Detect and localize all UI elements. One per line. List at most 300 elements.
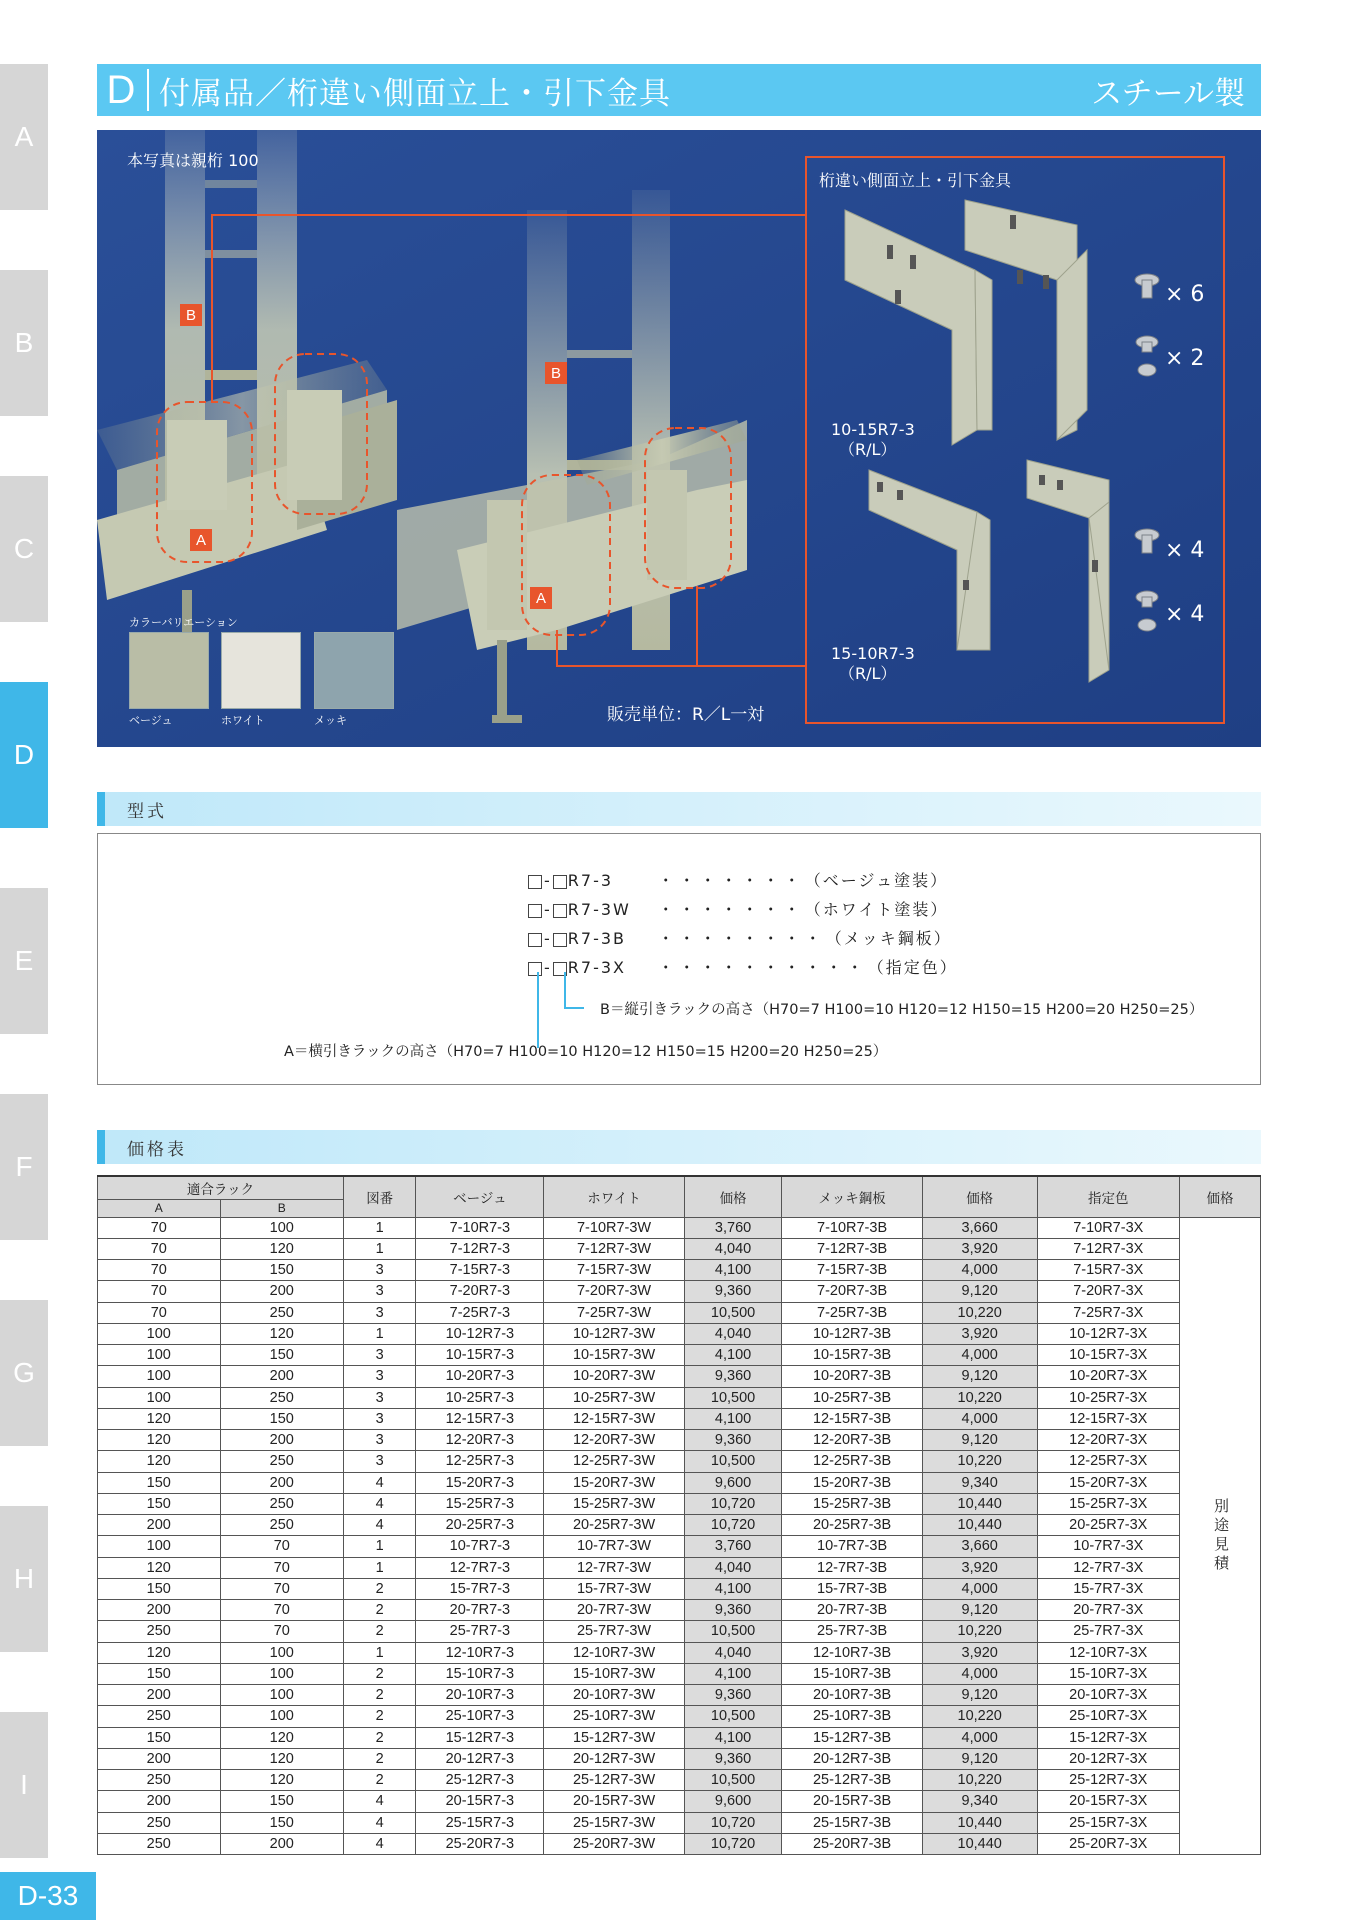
placeholder-box-a — [528, 962, 542, 976]
table-row — [98, 1472, 1261, 1493]
cell-custom-code: 7-12R7-3X — [1037, 1238, 1179, 1259]
model-dash: - — [544, 900, 552, 919]
placeholder-box-a — [528, 875, 542, 889]
side-tab-i[interactable]: I — [0, 1712, 48, 1858]
cell-mekki-code: 12-15R7-3B — [782, 1408, 922, 1429]
cell-rack-a: 150 — [98, 1578, 221, 1599]
cell-fig-no: 3 — [344, 1408, 416, 1429]
cell-rack-b: 250 — [220, 1387, 343, 1408]
cell-mekki-code: 10-20R7-3B — [782, 1366, 922, 1387]
cell-rack-b: 150 — [220, 1408, 343, 1429]
swatch-label: ベージュ — [129, 714, 173, 727]
table-row — [98, 1323, 1261, 1344]
cell-price: 10,720 — [684, 1515, 782, 1536]
cell-rack-a: 100 — [98, 1536, 221, 1557]
sales-unit: 販売単位：R／L一対 — [607, 705, 765, 725]
placeholder-box-a — [528, 933, 542, 947]
cell-fig-no: 1 — [344, 1642, 416, 1663]
cell-beige-code: 7-10R7-3 — [416, 1217, 544, 1238]
cell-white-code: 20-12R7-3W — [544, 1748, 684, 1769]
model-section-bar — [97, 792, 1261, 826]
leader-dots: ・・・・・・・・ — [657, 929, 826, 948]
cell-beige-code: 10-15R7-3 — [416, 1345, 544, 1366]
cell-price: 4,040 — [684, 1642, 782, 1663]
model-dash: - — [544, 929, 552, 948]
table-row — [98, 1387, 1261, 1408]
cell-rack-a: 250 — [98, 1812, 221, 1833]
part1-rl: （R/L） — [839, 440, 897, 459]
cell-rack-b: 120 — [220, 1770, 343, 1791]
cell-rack-b: 150 — [220, 1812, 343, 1833]
cell-beige-code: 15-12R7-3 — [416, 1727, 544, 1748]
cell-mekki-code: 7-12R7-3B — [782, 1238, 922, 1259]
cell-mekki-code: 7-25R7-3B — [782, 1302, 922, 1323]
cell-price: 10,500 — [684, 1387, 782, 1408]
cell-rack-b: 100 — [220, 1706, 343, 1727]
cell-white-code: 10-20R7-3W — [544, 1366, 684, 1387]
cell-price: 4,040 — [684, 1557, 782, 1578]
cell-price: 4,100 — [684, 1260, 782, 1281]
cell-price: 3,760 — [684, 1217, 782, 1238]
cell-custom-code: 10-20R7-3X — [1037, 1366, 1179, 1387]
table-row — [98, 1812, 1261, 1833]
table-row — [98, 1366, 1261, 1387]
cell-white-code: 10-12R7-3W — [544, 1323, 684, 1344]
cell-mekki-price: 10,220 — [922, 1387, 1037, 1408]
cell-beige-code: 20-15R7-3 — [416, 1791, 544, 1812]
cell-custom-code: 20-12R7-3X — [1037, 1748, 1179, 1769]
cell-fig-no: 3 — [344, 1366, 416, 1387]
cell-rack-b: 100 — [220, 1663, 343, 1684]
cell-mekki-code: 12-25R7-3B — [782, 1451, 922, 1472]
cell-rack-a: 200 — [98, 1685, 221, 1706]
model-desc: （指定色） — [867, 958, 958, 977]
leader-dots: ・・・・・・・ — [657, 871, 805, 890]
cell-price: 9,360 — [684, 1366, 782, 1387]
cell-price: 4,100 — [684, 1727, 782, 1748]
section-header — [97, 64, 1261, 116]
cell-rack-b: 200 — [220, 1281, 343, 1302]
swatch-1 — [221, 632, 301, 709]
cell-rack-a: 150 — [98, 1663, 221, 1684]
cell-mekki-code: 10-7R7-3B — [782, 1536, 922, 1557]
cell-white-code: 25-20R7-3W — [544, 1833, 684, 1854]
cell-price: 9,360 — [684, 1430, 782, 1451]
cell-custom-code: 12-20R7-3X — [1037, 1430, 1179, 1451]
cell-beige-code: 10-12R7-3 — [416, 1323, 544, 1344]
cell-mekki-price: 10,220 — [922, 1302, 1037, 1323]
cell-rack-a: 70 — [98, 1302, 221, 1323]
page-title: 付属品／桁違い側面立上・引下金具 — [159, 75, 671, 112]
inset-title: 桁違い側面立上・引下金具 — [819, 171, 1012, 190]
cell-price: 10,500 — [684, 1621, 782, 1642]
explain-b: B＝縦引きラックの高さ（H70=7 H100=10 H120=12 H150=15 H200=20 H250=25） — [600, 1002, 1204, 1018]
cell-custom-code: 15-10R7-3X — [1037, 1663, 1179, 1684]
cell-rack-b: 120 — [220, 1748, 343, 1769]
cell-white-code: 12-20R7-3W — [544, 1430, 684, 1451]
cell-mekki-price: 4,000 — [922, 1727, 1037, 1748]
cell-rack-b: 250 — [220, 1515, 343, 1536]
bolt-qty-3: × 4 — [1165, 538, 1205, 563]
connector-b-vertical — [564, 972, 566, 1008]
cell-beige-code: 20-12R7-3 — [416, 1748, 544, 1769]
cell-rack-b: 120 — [220, 1323, 343, 1344]
cell-mekki-price: 9,120 — [922, 1600, 1037, 1621]
cell-rack-a: 120 — [98, 1642, 221, 1663]
cell-mekki-price: 9,120 — [922, 1685, 1037, 1706]
header-price: 価格 — [684, 1176, 782, 1217]
cell-beige-code: 25-10R7-3 — [416, 1706, 544, 1727]
table-row — [98, 1685, 1261, 1706]
cell-mekki-price: 10,440 — [922, 1812, 1037, 1833]
cell-fig-no: 3 — [344, 1387, 416, 1408]
cell-mekki-code: 7-20R7-3B — [782, 1281, 922, 1302]
cell-custom-code: 12-7R7-3X — [1037, 1557, 1179, 1578]
side-tab-e[interactable]: E — [0, 888, 48, 1034]
color-variation-label: カラーバリエーション — [129, 616, 238, 629]
side-tab-c[interactable]: C — [0, 476, 48, 622]
cell-price: 4,100 — [684, 1578, 782, 1599]
model-line — [528, 897, 948, 920]
custom-price-note: 別途見積 — [1179, 1217, 1260, 1855]
table-row — [98, 1260, 1261, 1281]
cell-mekki-price: 4,000 — [922, 1260, 1037, 1281]
cell-custom-code: 25-7R7-3X — [1037, 1621, 1179, 1642]
cell-fig-no: 4 — [344, 1472, 416, 1493]
model-code: R7-3X — [567, 958, 626, 977]
cell-mekki-code: 15-7R7-3B — [782, 1578, 922, 1599]
cell-mekki-code: 12-7R7-3B — [782, 1557, 922, 1578]
part1-code: 10-15R7-3 — [831, 420, 915, 439]
cell-mekki-code: 25-20R7-3B — [782, 1833, 922, 1854]
cell-fig-no: 4 — [344, 1791, 416, 1812]
cell-white-code: 7-15R7-3W — [544, 1260, 684, 1281]
cell-custom-code: 20-25R7-3X — [1037, 1515, 1179, 1536]
side-tab-b[interactable]: B — [0, 270, 48, 416]
cell-beige-code: 15-10R7-3 — [416, 1663, 544, 1684]
table-row — [98, 1727, 1261, 1748]
model-line — [528, 868, 948, 891]
cell-price: 10,720 — [684, 1493, 782, 1514]
cell-rack-a: 70 — [98, 1238, 221, 1259]
cell-custom-code: 10-15R7-3X — [1037, 1345, 1179, 1366]
cell-mekki-code: 25-15R7-3B — [782, 1812, 922, 1833]
cell-custom-code: 25-12R7-3X — [1037, 1770, 1179, 1791]
cell-white-code: 15-25R7-3W — [544, 1493, 684, 1514]
cell-fig-no: 3 — [344, 1345, 416, 1366]
cell-beige-code: 10-20R7-3 — [416, 1366, 544, 1387]
cell-rack-a: 100 — [98, 1323, 221, 1344]
table-row — [98, 1493, 1261, 1514]
model-desc: （ホワイト塗装） — [804, 900, 949, 919]
cell-custom-code: 12-25R7-3X — [1037, 1451, 1179, 1472]
cell-beige-code: 12-7R7-3 — [416, 1557, 544, 1578]
table-row — [98, 1217, 1261, 1238]
part2-code: 15-10R7-3 — [831, 644, 915, 663]
cell-rack-b: 250 — [220, 1302, 343, 1323]
model-dash: - — [544, 958, 552, 977]
cell-white-code: 20-10R7-3W — [544, 1685, 684, 1706]
cell-white-code: 12-7R7-3W — [544, 1557, 684, 1578]
cell-mekki-price: 10,220 — [922, 1770, 1037, 1791]
cell-rack-a: 200 — [98, 1791, 221, 1812]
header-price-custom: 価格 — [1179, 1176, 1260, 1217]
table-row — [98, 1430, 1261, 1451]
cell-beige-code: 12-15R7-3 — [416, 1408, 544, 1429]
header-rack: 適合ラック — [98, 1176, 344, 1199]
cell-rack-b: 200 — [220, 1472, 343, 1493]
cell-white-code: 12-10R7-3W — [544, 1642, 684, 1663]
price-section-bar — [97, 1130, 1261, 1164]
swatch-2 — [314, 632, 394, 709]
cell-white-code: 20-25R7-3W — [544, 1515, 684, 1536]
placeholder-box-b — [553, 904, 567, 918]
cell-mekki-code: 15-12R7-3B — [782, 1727, 922, 1748]
cell-rack-b: 250 — [220, 1451, 343, 1472]
cell-custom-code: 20-10R7-3X — [1037, 1685, 1179, 1706]
cell-white-code: 15-20R7-3W — [544, 1472, 684, 1493]
table-row — [98, 1302, 1261, 1323]
table-row — [98, 1515, 1261, 1536]
side-tab-a[interactable]: A — [0, 64, 48, 210]
cell-mekki-price: 9,120 — [922, 1748, 1037, 1769]
cell-white-code: 7-10R7-3W — [544, 1217, 684, 1238]
cell-mekki-code: 10-15R7-3B — [782, 1345, 922, 1366]
cell-white-code: 10-15R7-3W — [544, 1345, 684, 1366]
cell-fig-no: 1 — [344, 1557, 416, 1578]
model-section-title: 型式 — [127, 801, 167, 822]
cell-mekki-price: 3,920 — [922, 1323, 1037, 1344]
model-desc: （メッキ鋼板） — [825, 929, 952, 948]
cell-mekki-price: 10,220 — [922, 1451, 1037, 1472]
model-dash: - — [544, 871, 552, 890]
cell-beige-code: 10-7R7-3 — [416, 1536, 544, 1557]
cell-beige-code: 15-20R7-3 — [416, 1472, 544, 1493]
cell-fig-no: 2 — [344, 1685, 416, 1706]
cell-rack-b: 150 — [220, 1791, 343, 1812]
swatch-0 — [129, 632, 209, 709]
leader-dots: ・・・・・・・・・・ — [657, 958, 868, 977]
cell-custom-code: 10-25R7-3X — [1037, 1387, 1179, 1408]
table-row — [98, 1238, 1261, 1259]
cell-beige-code: 12-10R7-3 — [416, 1642, 544, 1663]
cell-custom-code: 10-7R7-3X — [1037, 1536, 1179, 1557]
cell-fig-no: 2 — [344, 1663, 416, 1684]
cell-custom-code: 7-20R7-3X — [1037, 1281, 1179, 1302]
cell-white-code: 25-7R7-3W — [544, 1621, 684, 1642]
header-white: ホワイト — [544, 1176, 684, 1217]
cell-rack-a: 100 — [98, 1345, 221, 1366]
product-photo — [97, 130, 1261, 747]
cell-fig-no: 1 — [344, 1238, 416, 1259]
cell-mekki-price: 10,440 — [922, 1493, 1037, 1514]
cell-white-code: 15-7R7-3W — [544, 1578, 684, 1599]
cell-mekki-price: 9,340 — [922, 1791, 1037, 1812]
cell-beige-code: 7-15R7-3 — [416, 1260, 544, 1281]
cell-mekki-code: 25-7R7-3B — [782, 1621, 922, 1642]
cell-beige-code: 25-7R7-3 — [416, 1621, 544, 1642]
cell-rack-b: 100 — [220, 1642, 343, 1663]
connector-b-horizontal — [564, 1007, 584, 1009]
cell-mekki-price: 4,000 — [922, 1345, 1037, 1366]
cell-rack-b: 200 — [220, 1833, 343, 1854]
cell-mekki-price: 4,000 — [922, 1663, 1037, 1684]
table-row — [98, 1791, 1261, 1812]
cell-fig-no: 2 — [344, 1770, 416, 1791]
cell-white-code: 15-12R7-3W — [544, 1727, 684, 1748]
page-number: D-33 — [0, 1872, 96, 1920]
cell-white-code: 25-15R7-3W — [544, 1812, 684, 1833]
cell-rack-b: 100 — [220, 1685, 343, 1706]
cell-mekki-price: 10,220 — [922, 1621, 1037, 1642]
placeholder-box-a — [528, 904, 542, 918]
cell-price: 10,500 — [684, 1770, 782, 1791]
cell-beige-code: 7-25R7-3 — [416, 1302, 544, 1323]
cell-rack-a: 150 — [98, 1472, 221, 1493]
cell-price: 9,360 — [684, 1281, 782, 1302]
cell-rack-b: 70 — [220, 1536, 343, 1557]
cell-price: 10,720 — [684, 1812, 782, 1833]
connector-a-vertical — [537, 972, 539, 1048]
cell-mekki-code: 12-20R7-3B — [782, 1430, 922, 1451]
cell-rack-a: 200 — [98, 1515, 221, 1536]
cell-price: 9,360 — [684, 1748, 782, 1769]
cell-fig-no: 4 — [344, 1515, 416, 1536]
bolt-qty-1: × 6 — [1165, 282, 1205, 307]
cell-custom-code: 15-20R7-3X — [1037, 1472, 1179, 1493]
cell-price: 4,040 — [684, 1238, 782, 1259]
model-line — [528, 926, 952, 949]
cell-fig-no: 3 — [344, 1430, 416, 1451]
cell-fig-no: 3 — [344, 1260, 416, 1281]
cell-custom-code: 15-7R7-3X — [1037, 1578, 1179, 1599]
photo-caption: 本写真は親桁 100 — [127, 151, 259, 170]
cell-custom-code: 15-25R7-3X — [1037, 1493, 1179, 1514]
header-divider — [147, 69, 149, 111]
cell-custom-code: 25-10R7-3X — [1037, 1706, 1179, 1727]
model-line — [528, 955, 958, 978]
header-custom: 指定色 — [1037, 1176, 1179, 1217]
cell-mekki-code: 10-12R7-3B — [782, 1323, 922, 1344]
cell-mekki-code: 10-25R7-3B — [782, 1387, 922, 1408]
cell-custom-code: 25-20R7-3X — [1037, 1833, 1179, 1854]
cell-fig-no: 1 — [344, 1217, 416, 1238]
placeholder-box-b — [553, 933, 567, 947]
section-letter: D — [106, 67, 136, 112]
table-row — [98, 1536, 1261, 1557]
cell-mekki-code: 20-7R7-3B — [782, 1600, 922, 1621]
cell-white-code: 12-25R7-3W — [544, 1451, 684, 1472]
cell-beige-code: 25-15R7-3 — [416, 1812, 544, 1833]
cell-mekki-price: 4,000 — [922, 1578, 1037, 1599]
model-code: R7-3 — [567, 871, 614, 890]
cell-mekki-code: 20-25R7-3B — [782, 1515, 922, 1536]
cell-price: 9,360 — [684, 1600, 782, 1621]
cell-mekki-price: 3,660 — [922, 1217, 1037, 1238]
cell-rack-a: 200 — [98, 1600, 221, 1621]
table-row — [98, 1706, 1261, 1727]
cell-mekki-price: 3,920 — [922, 1557, 1037, 1578]
table-row — [98, 1621, 1261, 1642]
table-row — [98, 1770, 1261, 1791]
section-mark — [97, 1130, 105, 1164]
cell-rack-a: 70 — [98, 1217, 221, 1238]
cell-rack-a: 250 — [98, 1833, 221, 1854]
cell-fig-no: 3 — [344, 1302, 416, 1323]
table-row — [98, 1451, 1261, 1472]
tag-b-left: B — [180, 304, 202, 326]
table-row — [98, 1642, 1261, 1663]
cell-rack-a: 120 — [98, 1430, 221, 1451]
cell-white-code: 10-25R7-3W — [544, 1387, 684, 1408]
table-row — [98, 1833, 1261, 1854]
header-beige: ベージュ — [416, 1176, 544, 1217]
cell-white-code: 10-7R7-3W — [544, 1536, 684, 1557]
cell-rack-a: 120 — [98, 1408, 221, 1429]
cell-rack-b: 120 — [220, 1727, 343, 1748]
cell-price: 10,720 — [684, 1833, 782, 1854]
cell-custom-code: 7-10R7-3X — [1037, 1217, 1179, 1238]
cell-price: 10,500 — [684, 1451, 782, 1472]
cell-price: 4,100 — [684, 1345, 782, 1366]
cell-rack-a: 250 — [98, 1770, 221, 1791]
table-row — [98, 1345, 1261, 1366]
cell-rack-a: 120 — [98, 1557, 221, 1578]
cell-fig-no: 3 — [344, 1281, 416, 1302]
header-a: A — [98, 1199, 221, 1217]
cell-price: 3,760 — [684, 1536, 782, 1557]
cell-fig-no: 2 — [344, 1578, 416, 1599]
cell-rack-a: 120 — [98, 1451, 221, 1472]
side-tab-g[interactable]: G — [0, 1300, 48, 1446]
cell-mekki-code: 15-10R7-3B — [782, 1663, 922, 1684]
cell-mekki-code: 12-10R7-3B — [782, 1642, 922, 1663]
cell-price: 10,500 — [684, 1706, 782, 1727]
cell-rack-b: 120 — [220, 1238, 343, 1259]
cell-beige-code: 7-20R7-3 — [416, 1281, 544, 1302]
cell-rack-b: 70 — [220, 1557, 343, 1578]
cell-beige-code: 12-20R7-3 — [416, 1430, 544, 1451]
cell-mekki-code: 20-15R7-3B — [782, 1791, 922, 1812]
cell-rack-b: 200 — [220, 1430, 343, 1451]
cell-mekki-price: 4,000 — [922, 1408, 1037, 1429]
cell-fig-no: 2 — [344, 1621, 416, 1642]
cell-price: 4,040 — [684, 1323, 782, 1344]
price-section-title: 価格表 — [127, 1139, 187, 1160]
cell-rack-b: 70 — [220, 1621, 343, 1642]
cell-mekki-price: 9,340 — [922, 1472, 1037, 1493]
side-tab-f[interactable]: F — [0, 1094, 48, 1240]
cell-white-code: 7-25R7-3W — [544, 1302, 684, 1323]
cell-mekki-price: 3,920 — [922, 1642, 1037, 1663]
header-price-mekki: 価格 — [922, 1176, 1037, 1217]
side-tab-d[interactable]: D — [0, 682, 48, 828]
price-table-body — [98, 1217, 1261, 1855]
cell-mekki-code: 20-10R7-3B — [782, 1685, 922, 1706]
cell-price: 9,600 — [684, 1472, 782, 1493]
cell-white-code: 25-10R7-3W — [544, 1706, 684, 1727]
explain-a: A＝横引きラックの高さ（H70=7 H100=10 H120=12 H150=15 H200=20 H250=25） — [284, 1044, 888, 1060]
section-mark — [97, 792, 105, 826]
cell-beige-code: 15-7R7-3 — [416, 1578, 544, 1599]
cell-mekki-code: 15-25R7-3B — [782, 1493, 922, 1514]
model-desc: （ベージュ塗装） — [804, 871, 949, 890]
side-tab-h[interactable]: H — [0, 1506, 48, 1652]
cell-mekki-code: 20-12R7-3B — [782, 1748, 922, 1769]
cell-rack-a: 250 — [98, 1621, 221, 1642]
cell-white-code: 12-15R7-3W — [544, 1408, 684, 1429]
cell-beige-code: 25-12R7-3 — [416, 1770, 544, 1791]
